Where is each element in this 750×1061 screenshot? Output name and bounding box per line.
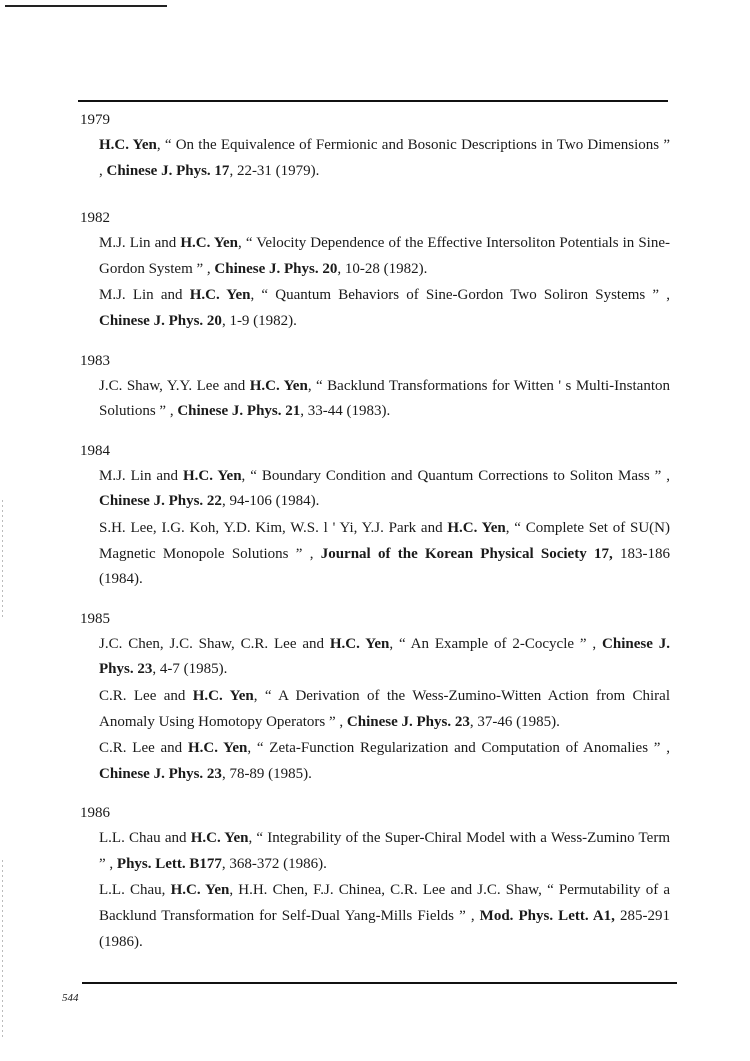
publication-entry [99, 231, 670, 282]
highlight-author: H.C. Yen [190, 830, 249, 847]
paper-title: “ Quantum Behaviors of Sine-Gordon Two Soliron Systems ” , [254, 287, 670, 304]
citation-details: , 37-46 (1985). [469, 713, 560, 730]
year-section [80, 349, 670, 425]
highlight-author: H.C. Yen [99, 137, 157, 153]
authors-after: , [250, 287, 255, 304]
authors-after: , [253, 687, 258, 704]
journal-name: Chinese J. Phys. 23 [346, 713, 470, 730]
highlight-author: H.C. Yen [170, 882, 230, 899]
publication-entry [99, 516, 670, 593]
footer-rule [82, 982, 677, 984]
highlight-author: H.C. Yen [182, 467, 242, 484]
highlight-author: H.C. Yen [187, 740, 248, 757]
journal-name: Chinese J. Phys. 20 [214, 260, 338, 277]
authors-after: , [238, 235, 242, 252]
highlight-author: H.C. Yen [249, 377, 308, 394]
year-section [80, 108, 670, 184]
citation-details: 183-186 (1984). [99, 545, 670, 588]
year-heading: 1985 [80, 610, 110, 627]
citation-details: , 1-9 (1982). [221, 312, 297, 329]
journal-name: Journal of the Korean Physical Society 17, [320, 545, 613, 562]
citation-details: , 4-7 (1985). [152, 661, 228, 678]
year-section [80, 607, 670, 788]
scan-artifact-line [5, 5, 167, 7]
authors-after: , [248, 830, 253, 847]
year-heading: 1983 [80, 352, 110, 369]
citation-details: 285-291 (1986). [99, 908, 671, 950]
authors-before: C.R. Lee and [99, 687, 193, 704]
citation-details: , 368-372 (1986). [221, 855, 327, 872]
year-heading: 1979 [80, 112, 110, 128]
publication-entry [99, 283, 670, 334]
header-rule [78, 100, 668, 102]
journal-name: Chinese J. Phys. 23 [99, 765, 222, 782]
authors-after: , [247, 740, 252, 757]
citation-details: , 22-31 (1979). [229, 162, 320, 179]
journal-name: Chinese J. Phys. 23 [99, 635, 670, 678]
authors-before: L.L. Chau and [99, 830, 191, 847]
publication-entry [99, 464, 670, 515]
authors-before: J.C. Shaw, Y.Y. Lee and [99, 377, 250, 394]
year-heading: 1982 [80, 210, 110, 227]
paper-title: “ Integrability of the Super-Chiral Model with a Wess-Zumino Term ” , [99, 830, 670, 872]
authors-before: S.H. Lee, I.G. Koh, Y.D. Kim, W.S. l ' Yi, Y.J. Park and [99, 519, 448, 536]
publication-entry [99, 374, 670, 425]
citation-details: , 94-106 (1984). [221, 493, 320, 510]
authors-after: , [307, 377, 312, 394]
scan-edge-mark [2, 500, 3, 620]
publication-entry [99, 878, 670, 955]
paper-title: “ Boundary Condition and Quantum Corrections to Soliton Mass ” , [245, 467, 670, 484]
authors-after: , [505, 519, 510, 536]
journal-name: Mod. Phys. Lett. A1, [479, 908, 615, 925]
publication-entry [99, 632, 670, 683]
authors-before: C.R. Lee and [99, 740, 188, 757]
publication-entry [99, 684, 670, 735]
paper-title: “ A Derivation of the Wess-Zumino-Witten Action from Chiral Anomaly Using Homotopy Operators ” , [99, 687, 670, 730]
paper-title: “ On the Equivalence of Fermionic and Bosonic Descriptions in Two Dimensions ” , [99, 137, 670, 179]
authors-after: , [156, 137, 161, 153]
highlight-author: H.C. Yen [329, 635, 390, 652]
citation-details: , 78-89 (1985). [221, 765, 312, 782]
paper-title: “ Zeta-Function Regularization and Computation of Anomalies ” , [251, 740, 670, 757]
highlight-author: H.C. Yen [447, 519, 506, 536]
authors-after: , [241, 467, 246, 484]
publication-entry [99, 133, 670, 184]
year-section [80, 439, 670, 593]
authors-after: , [389, 635, 394, 652]
paper-title: “ Backlund Transformations for Witten ' s Multi-Instanton Solutions ” , [99, 377, 670, 420]
journal-name: Chinese J. Phys. 22 [99, 493, 222, 510]
authors-before: J.C. Chen, J.C. Shaw, C.R. Lee and [99, 635, 330, 652]
publication-entry [99, 736, 670, 787]
authors-before: M.J. Lin and [99, 287, 190, 304]
journal-name: Chinese J. Phys. 20 [99, 312, 222, 329]
year-heading: 1984 [80, 442, 110, 459]
publication-list [80, 108, 670, 969]
journal-name: Phys. Lett. B177 [116, 855, 222, 872]
paper-title: “ Permutability of a Backlund Transformation for Self-Dual Yang-Mills Fields ” , [99, 882, 671, 925]
authors-before: M.J. Lin and [99, 235, 181, 252]
authors-before: L.L. Chau, [99, 882, 171, 899]
year-heading: 1986 [80, 805, 110, 822]
year-section [80, 206, 670, 334]
paper-title: “ An Example of 2-Cocycle ” , [393, 635, 603, 652]
year-section [80, 801, 670, 955]
journal-name: Chinese J. Phys. 17 [106, 162, 230, 179]
citation-details: , 10-28 (1982). [337, 260, 428, 277]
highlight-author: H.C. Yen [180, 235, 239, 252]
citation-details: , 33-44 (1983). [300, 403, 391, 420]
page-number: 544 [62, 992, 79, 1004]
paper-title: “ Complete Set of SU(N) Magnetic Monopole Solutions ” , [99, 519, 670, 562]
scan-edge-mark [2, 860, 3, 1040]
journal-name: Chinese J. Phys. 21 [177, 403, 301, 420]
authors-after: , H.H. Chen, F.J. Chinea, C.R. Lee and J.C. Shaw, [229, 882, 542, 899]
authors-before: M.J. Lin and [99, 467, 183, 484]
paper-title: “ Velocity Dependence of the Effective Intersoliton Potentials in Sine-Gordon System ” , [99, 235, 670, 277]
publication-entry [99, 826, 670, 877]
highlight-author: H.C. Yen [192, 687, 254, 704]
highlight-author: H.C. Yen [189, 287, 251, 304]
